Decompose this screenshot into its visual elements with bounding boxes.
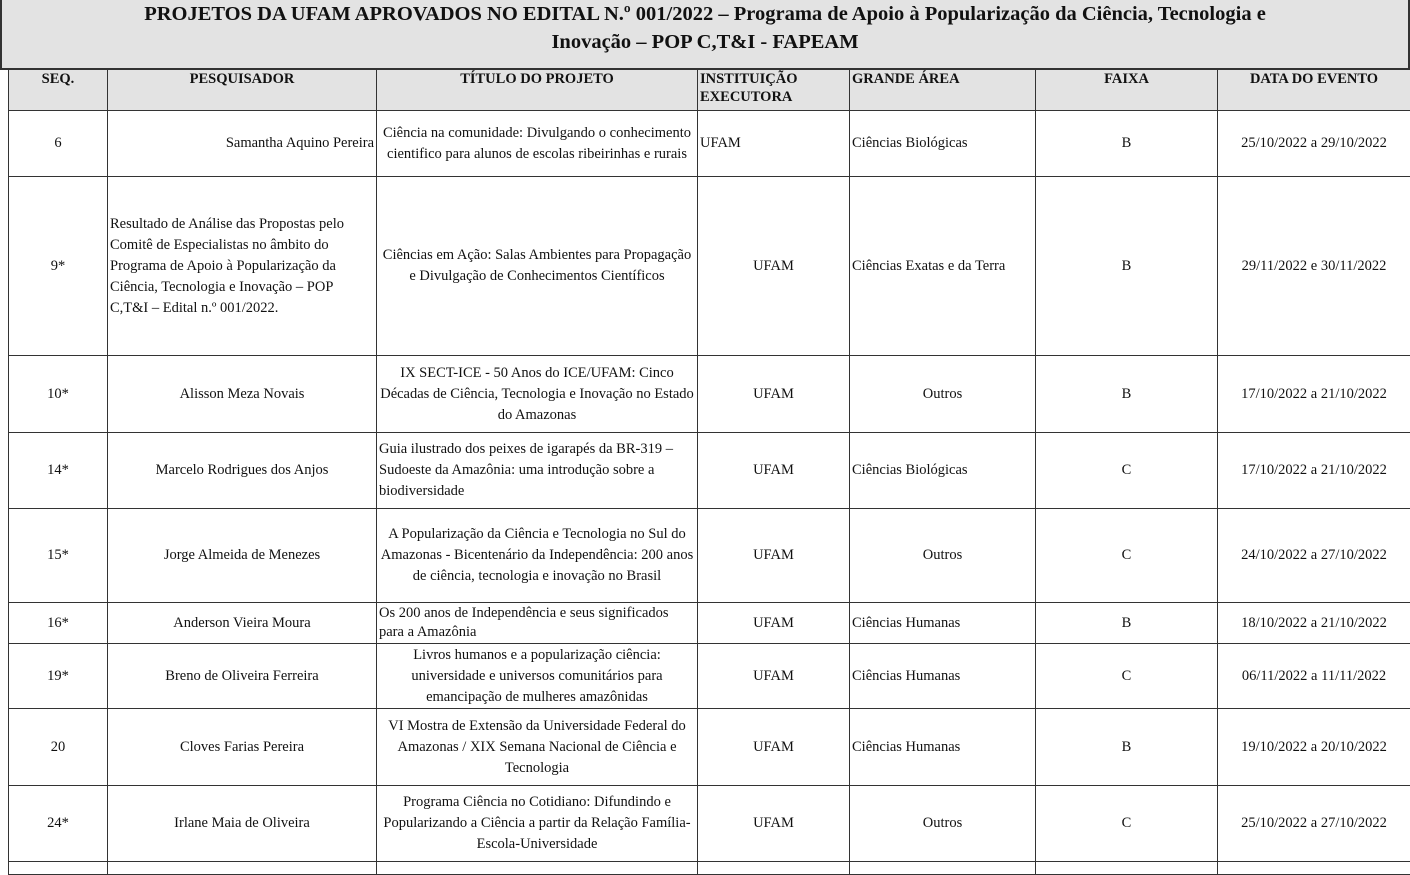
cell-titulo: A Popularização da Ciência e Tecnologia no Sul do Amazonas - Bicentenário da Independência: 200 anos de ciência, tecnologia e inovação no Brasil: [377, 509, 698, 603]
cell-pesquisador: Breno de Oliveira Ferreira: [108, 644, 377, 709]
cell-seq: 24*: [9, 786, 108, 862]
empty-cell: [9, 862, 108, 875]
cell-pesquisador: Cloves Farias Pereira: [108, 709, 377, 786]
header-titulo: TÍTULO DO PROJETO: [377, 70, 698, 111]
table-row: [9, 433, 1410, 509]
table-row: [9, 603, 1410, 644]
cell-instituicao: UFAM: [698, 644, 850, 709]
cell-data: 24/10/2022 a 27/10/2022: [1218, 509, 1410, 603]
empty-cell: [377, 862, 698, 875]
cell-instituicao: UFAM: [698, 177, 850, 356]
cell-seq: 9*: [9, 177, 108, 356]
cell-area: Ciências Humanas: [850, 709, 1036, 786]
cell-area: Outros: [850, 786, 1036, 862]
cell-pesquisador: Samantha Aquino Pereira: [108, 111, 377, 177]
cell-faixa: C: [1036, 644, 1218, 709]
cell-pesquisador: Alisson Meza Novais: [108, 356, 377, 433]
cell-data: 25/10/2022 a 27/10/2022: [1218, 786, 1410, 862]
cell-area: Outros: [850, 509, 1036, 603]
table-row: [9, 111, 1410, 177]
cell-seq: 16*: [9, 603, 108, 644]
cell-instituicao: UFAM: [698, 786, 850, 862]
cell-area: Ciências Biológicas: [850, 111, 1036, 177]
cell-faixa: C: [1036, 786, 1218, 862]
cell-area: Ciências Exatas e da Terra: [850, 177, 1036, 356]
header-area: GRANDE ÁREA: [850, 70, 1036, 111]
cell-pesquisador: Marcelo Rodrigues dos Anjos: [108, 433, 377, 509]
table-row: [9, 709, 1410, 786]
cell-titulo: Programa Ciência no Cotidiano: Difundindo e Popularizando a Ciência a partir da Relação Família-Escola-Universidade: [377, 786, 698, 862]
title-line-1: PROJETOS DA UFAM APROVADOS NO EDITAL N.º 001/2022 – Programa de Apoio à Popularização da Ciência, Tecnologia e: [2, 0, 1408, 28]
cell-instituicao: UFAM: [698, 356, 850, 433]
empty-cell: [1218, 862, 1410, 875]
empty-cell: [1036, 862, 1218, 875]
cell-pesquisador: Jorge Almeida de Menezes: [108, 509, 377, 603]
cell-data: 06/11/2022 a 11/11/2022: [1218, 644, 1410, 709]
title-line-2: Inovação – POP C,T&I - FAPEAM: [2, 28, 1408, 56]
cell-data: 17/10/2022 a 21/10/2022: [1218, 356, 1410, 433]
cell-titulo: VI Mostra de Extensão da Universidade Federal do Amazonas / XIX Semana Nacional de Ciência e Tecnologia: [377, 709, 698, 786]
cell-area: Outros: [850, 356, 1036, 433]
empty-cell: [698, 862, 850, 875]
cell-faixa: B: [1036, 709, 1218, 786]
cell-data: 19/10/2022 a 20/10/2022: [1218, 709, 1410, 786]
cell-faixa: C: [1036, 509, 1218, 603]
table-row: [9, 509, 1410, 603]
table-row-partial: [9, 862, 1410, 875]
cell-seq: 15*: [9, 509, 108, 603]
cell-data: 29/11/2022 e 30/11/2022: [1218, 177, 1410, 356]
table-row: [9, 786, 1410, 862]
cell-instituicao: UFAM: [698, 433, 850, 509]
cell-seq: 20: [9, 709, 108, 786]
cell-pesquisador: Anderson Vieira Moura: [108, 603, 377, 644]
cell-instituicao: UFAM: [698, 111, 850, 177]
cell-pesquisador: Irlane Maia de Oliveira: [108, 786, 377, 862]
header-row: [9, 70, 1410, 111]
document-title: [0, 0, 1410, 70]
cell-seq: 19*: [9, 644, 108, 709]
table-row: [9, 177, 1410, 356]
header-instituicao: INSTITUIÇÃO EXECUTORA: [698, 70, 850, 111]
cell-data: 25/10/2022 a 29/10/2022: [1218, 111, 1410, 177]
cell-instituicao: UFAM: [698, 709, 850, 786]
cell-titulo: IX SECT-ICE - 50 Anos do ICE/UFAM: Cinco Décadas de Ciência, Tecnologia e Inovação no Estado do Amazonas: [377, 356, 698, 433]
cell-faixa: B: [1036, 177, 1218, 356]
table-row: [9, 644, 1410, 709]
cell-seq: 10*: [9, 356, 108, 433]
cell-titulo: Os 200 anos de Independência e seus significados para a Amazônia: [377, 603, 698, 644]
cell-faixa: C: [1036, 433, 1218, 509]
cell-data: 17/10/2022 a 21/10/2022: [1218, 433, 1410, 509]
header-seq: SEQ.: [9, 70, 108, 111]
empty-cell: [850, 862, 1036, 875]
header-faixa: FAIXA: [1036, 70, 1218, 111]
table-row: [9, 356, 1410, 433]
cell-faixa: B: [1036, 356, 1218, 433]
cell-titulo: Ciência na comunidade: Divulgando o conhecimento cientifico para alunos de escolas ribeirinhas e rurais: [377, 111, 698, 177]
header-data: DATA DO EVENTO: [1218, 70, 1410, 111]
cell-seq: 14*: [9, 433, 108, 509]
cell-area: Ciências Humanas: [850, 644, 1036, 709]
cell-area: Ciências Biológicas: [850, 433, 1036, 509]
cell-area: Ciências Humanas: [850, 603, 1036, 644]
empty-cell: [108, 862, 377, 875]
cell-titulo: Livros humanos e a popularização ciência: universidade e universos comunitários para emancipação de mulheres amazônidas: [377, 644, 698, 709]
cell-titulo: Guia ilustrado dos peixes de igarapés da BR-319 – Sudoeste da Amazônia: uma introdução sobre a biodiversidade: [377, 433, 698, 509]
cell-seq: 6: [9, 111, 108, 177]
cell-titulo: Ciências em Ação: Salas Ambientes para Propagação e Divulgação de Conhecimentos Científicos: [377, 177, 698, 356]
cell-pesquisador: Resultado de Análise das Propostas pelo Comitê de Especialistas no âmbito do Programa de Apoio à Popularização da Ciência, Tecnologia e Inovação – POP C,T&I – Edital n.º 001/2022.: [108, 177, 377, 356]
cell-data: 18/10/2022 a 21/10/2022: [1218, 603, 1410, 644]
projects-table: [8, 69, 1410, 875]
header-pesquisador: PESQUISADOR: [108, 70, 377, 111]
cell-faixa: B: [1036, 603, 1218, 644]
cell-instituicao: UFAM: [698, 603, 850, 644]
cell-faixa: B: [1036, 111, 1218, 177]
cell-instituicao: UFAM: [698, 509, 850, 603]
